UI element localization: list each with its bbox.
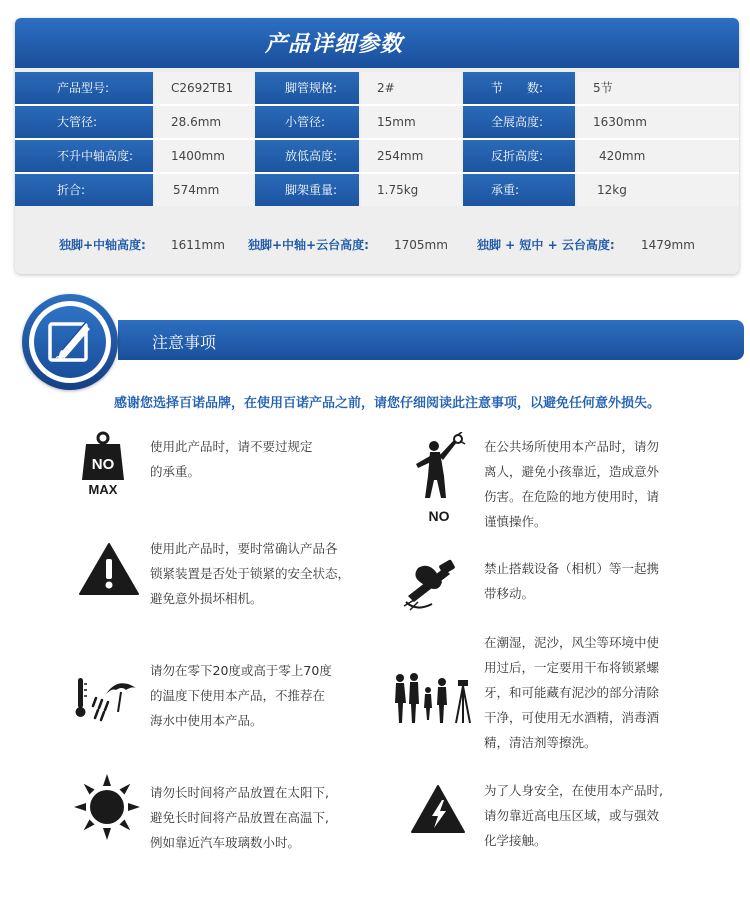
no-label: NO — [91, 456, 115, 473]
spec-label: 折合: — [15, 174, 153, 206]
notice-line: 请勿在零下20度或高于零上70度 — [150, 663, 332, 678]
spec-value: 1.75kg — [361, 174, 461, 206]
notice-line: 的承重。 — [150, 464, 201, 479]
notice-line: 伤害。在危险的地方使用时，请 — [484, 489, 660, 504]
notice-line: 化学接触。 — [484, 833, 547, 848]
no-max-weight-icon — [80, 430, 126, 498]
notice-line: 的温度下使用本产品，不推荐在 — [150, 688, 326, 703]
spec-value: 2# — [361, 72, 461, 104]
notice-title: 注意事项 — [152, 333, 217, 352]
notice-intro: 感谢您选择百诺品牌，在使用百诺产品之前，请您仔细阅读此注意事项，以避免任何意外损失。 — [114, 396, 661, 411]
notice-line: 请勿靠近高电压区域，或与强效 — [484, 808, 660, 823]
no-label: NO — [428, 508, 450, 524]
notice-line: 请勿长时间将产品放置在太阳下, — [150, 785, 329, 800]
notice-line: 为了人身安全，在使用本产品时, — [484, 783, 663, 798]
notice-line: 海水中使用本产品。 — [150, 713, 263, 728]
pen-edit-icon — [34, 306, 106, 378]
spec-label: 小管径: — [255, 106, 359, 138]
spec-label: 节 数: — [463, 72, 575, 104]
notice-line: 谨慎操作。 — [484, 514, 547, 529]
notice-line: 使用此产品时，请不要过规定 — [150, 439, 313, 454]
spec-value: 28.6mm — [155, 106, 253, 138]
spec-extra-value: 1479mm — [641, 238, 695, 252]
spec-extra-value: 1705mm — [394, 238, 448, 252]
notice-line: 精，清洁剂等擦洗。 — [484, 735, 597, 750]
notice-text — [484, 630, 659, 755]
spec-extra-label: 独脚+中轴高度: — [59, 238, 146, 252]
notice-line: 干净，可使用无水酒精，消毒酒 — [484, 710, 660, 725]
notice-line: 禁止搭载设备（相机）等一起携 — [484, 561, 660, 576]
spec-value: 15mm — [361, 106, 461, 138]
spec-title: 产品详细参数 — [265, 32, 404, 57]
spec-row — [15, 106, 739, 138]
notice-text — [150, 536, 350, 611]
notice-badge — [22, 294, 118, 390]
spec-extra-label: 独脚 + 短中 + 云台高度: — [477, 238, 615, 252]
spec-label: 全展高度: — [463, 106, 575, 138]
notice-line: 离人，避免小孩靠近，造成意外 — [484, 464, 660, 479]
notice-line: 用过后，一定要用干布将锁紧螺 — [484, 660, 660, 675]
spec-value: 12kg — [577, 174, 739, 206]
notice-text — [150, 780, 329, 855]
no-child-icon — [412, 432, 466, 524]
spec-row — [15, 72, 739, 104]
warning-triangle-icon — [78, 542, 140, 596]
spec-label: 脚架重量: — [255, 174, 359, 206]
spec-label: 反折高度: — [463, 140, 575, 172]
spec-row — [15, 174, 739, 206]
spec-label: 脚管规格: — [255, 72, 359, 104]
spec-label: 承重: — [463, 174, 575, 206]
spec-value: 420mm — [577, 140, 739, 172]
temperature-weather-icon — [74, 674, 146, 722]
notice-text — [150, 658, 332, 733]
notice-line: 避免长时间将产品放置在高温下, — [150, 810, 329, 825]
spec-label: 放低高度: — [255, 140, 359, 172]
no-carry-camera-icon — [400, 554, 464, 614]
spec-value: 254mm — [361, 140, 461, 172]
max-label: MAX — [88, 482, 118, 497]
spec-label: 大管径: — [15, 106, 153, 138]
spec-label: 产品型号: — [15, 72, 153, 104]
spec-extra-label: 独脚+中轴+云台高度: — [248, 238, 369, 252]
spec-value: 5节 — [577, 72, 739, 104]
spec-header — [15, 18, 739, 68]
notice-line: 锁紧装置是否处于锁紧的安全状态， — [150, 566, 351, 581]
spec-value: 574mm — [155, 174, 253, 206]
spec-value: 1400mm — [155, 140, 253, 172]
notice-line: 例如靠近汽车玻璃数小时。 — [150, 835, 301, 850]
notice-line: 在公共场所使用本产品时，请勿 — [484, 439, 660, 454]
notice-text — [484, 556, 659, 606]
notice-text — [150, 434, 313, 484]
notice-text — [484, 778, 663, 853]
notice-text — [484, 434, 659, 534]
notice-line: 带移动。 — [484, 586, 535, 601]
notice-line: 使用此产品时，要时常确认产品各 — [150, 541, 338, 556]
spec-row — [15, 140, 739, 172]
notice-line: 牙，和可能藏有泥沙的部分清除 — [484, 685, 660, 700]
spec-value: 1630mm — [577, 106, 739, 138]
spec-extra-value: 1611mm — [171, 238, 225, 252]
notice-bar — [118, 320, 744, 360]
high-voltage-icon — [410, 784, 466, 834]
spec-extra-row — [15, 228, 739, 262]
sun-icon — [74, 774, 140, 840]
spec-label: 不升中轴高度: — [15, 140, 153, 172]
notice-line: 在潮湿，泥沙，风尘等环境中使 — [484, 635, 660, 650]
spec-panel — [15, 18, 739, 274]
notice-line: 避免意外损坏相机。 — [150, 591, 263, 606]
family-tripod-icon — [392, 672, 472, 724]
spec-value: C2692TB1 — [155, 72, 253, 104]
